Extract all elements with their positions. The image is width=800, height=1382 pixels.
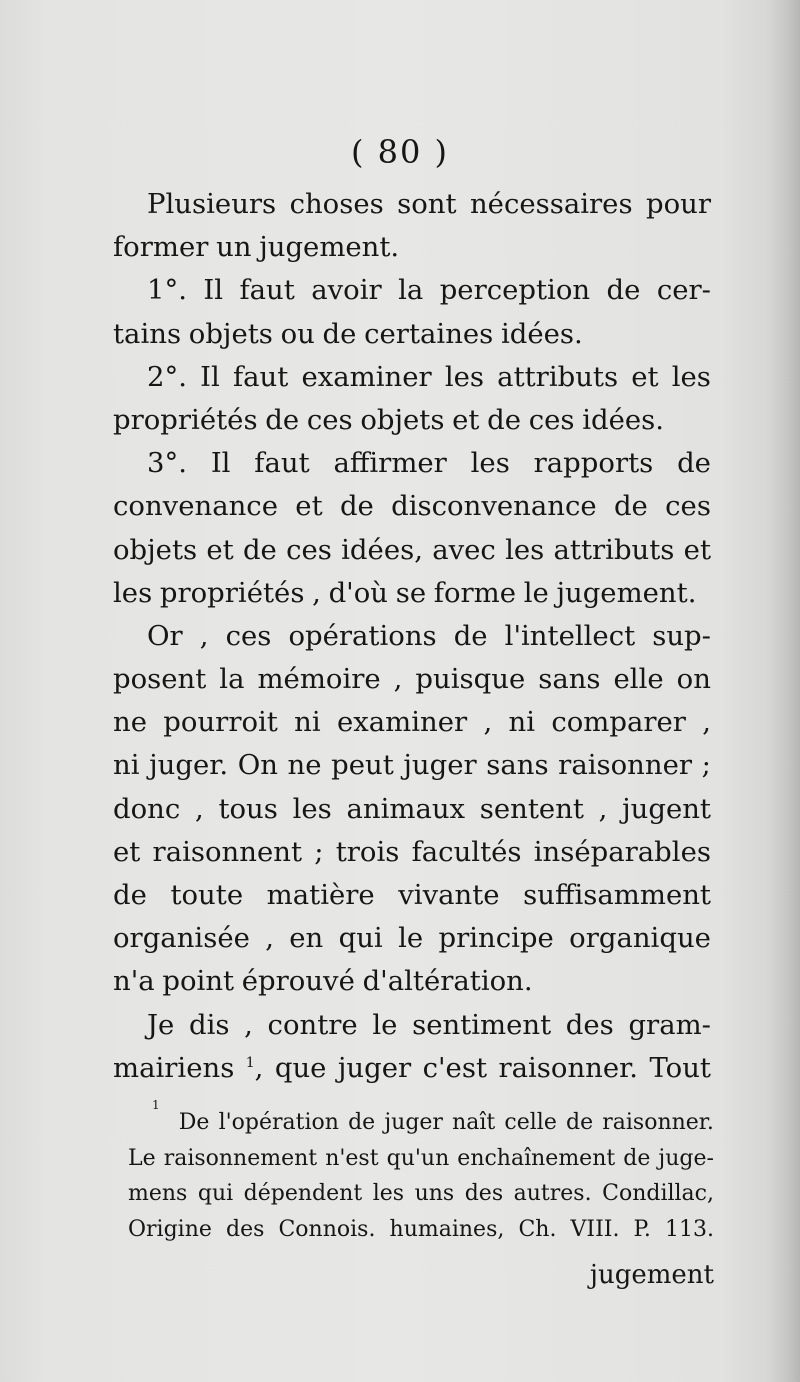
word: de	[242, 533, 277, 566]
word: de	[623, 1145, 651, 1171]
page-edge-shadow	[766, 0, 800, 1382]
word: mens	[128, 1181, 188, 1206]
word: c'est	[422, 1051, 487, 1084]
word: faut	[239, 274, 295, 307]
word: se	[395, 576, 427, 609]
word: le	[372, 1008, 398, 1041]
word: ,	[244, 1008, 253, 1041]
word: disconvenance	[391, 490, 597, 523]
word: propriétés	[159, 576, 305, 609]
word: objets	[188, 317, 273, 350]
word: juge-	[658, 1145, 714, 1171]
word: convenance	[113, 490, 278, 523]
word: attributs	[553, 533, 675, 566]
word: rapports	[533, 447, 654, 480]
word: la	[398, 274, 424, 307]
word: posent	[113, 663, 207, 696]
word: P.	[633, 1216, 651, 1242]
word: de	[565, 1110, 594, 1135]
text-line	[113, 442, 711, 485]
word: avec	[432, 533, 496, 566]
word: ,	[194, 792, 204, 825]
word: juger	[384, 1110, 443, 1135]
text-line	[113, 226, 711, 269]
word: idées.	[500, 317, 583, 350]
word: sup-	[652, 619, 711, 652]
word: et	[683, 533, 711, 566]
word: autres.	[513, 1181, 592, 1206]
word: de	[453, 619, 488, 652]
word: faut	[254, 447, 310, 480]
word: affirmer	[333, 447, 447, 480]
word: et	[452, 403, 480, 436]
word: organisée	[113, 922, 250, 955]
word: en	[289, 922, 324, 955]
word: donc	[113, 792, 181, 825]
word: juger	[403, 749, 477, 782]
word: le	[398, 922, 424, 955]
word: d'où	[328, 576, 389, 609]
word: idées,	[341, 533, 423, 566]
word: puisque	[415, 663, 526, 696]
word: sans	[486, 749, 549, 782]
word: suffisamment	[523, 879, 711, 911]
word: choses	[289, 188, 384, 220]
text-line	[113, 183, 711, 226]
word: les	[292, 792, 332, 825]
word: pour	[645, 188, 711, 220]
word: animaux	[346, 792, 466, 825]
word: celle	[504, 1110, 557, 1135]
word: les	[505, 533, 545, 566]
text-line	[113, 615, 711, 658]
text-line	[113, 269, 711, 312]
word: de	[113, 879, 147, 911]
word: ;	[314, 835, 324, 868]
word: certaines	[364, 317, 494, 350]
word: de	[487, 403, 522, 436]
word: toute	[170, 879, 244, 911]
word: les	[671, 360, 711, 393]
word: comparer	[551, 706, 686, 739]
word: Ch.	[518, 1216, 557, 1242]
text-line	[113, 874, 711, 917]
word: propriétés	[113, 403, 258, 436]
word: forme	[433, 576, 517, 609]
word: De	[178, 1110, 210, 1135]
text-line	[113, 313, 711, 356]
text-line	[113, 356, 711, 399]
word: de	[265, 403, 300, 436]
word: perception	[439, 274, 591, 307]
word: ,	[393, 663, 403, 696]
word: peut	[331, 749, 394, 782]
text-line	[113, 831, 711, 874]
word: ,	[312, 576, 321, 609]
word: les	[470, 447, 510, 480]
word: sans	[538, 663, 601, 696]
word: d'altération.	[362, 965, 533, 998]
word: et	[113, 835, 141, 868]
word: de	[322, 317, 357, 350]
word: ne	[113, 706, 147, 739]
word: objets	[360, 403, 445, 436]
word: raisonner.	[498, 1051, 639, 1084]
text-line	[113, 1004, 711, 1047]
word: de	[339, 490, 374, 523]
footnote-line	[128, 1098, 714, 1141]
text-line	[113, 529, 711, 572]
word: uns	[414, 1181, 455, 1206]
word: ces	[286, 533, 332, 566]
text-line	[113, 572, 711, 615]
word: ces	[225, 619, 272, 652]
word: 3°.	[147, 447, 187, 480]
text-line	[113, 917, 711, 960]
word: facultés	[411, 835, 522, 868]
word: ni	[294, 706, 321, 739]
word: ,	[199, 619, 209, 652]
word: que	[274, 1051, 327, 1084]
word: l'intellect	[504, 619, 636, 652]
word: ces	[306, 403, 353, 436]
catchword: jugement	[589, 1260, 714, 1290]
word: elle	[613, 663, 664, 696]
word: objets	[113, 533, 198, 566]
word: cer-	[656, 274, 711, 307]
word: juger	[337, 1051, 412, 1084]
word: enchaînement	[457, 1145, 616, 1171]
word: Le	[128, 1145, 156, 1171]
word: Tout	[649, 1051, 711, 1084]
text-line	[113, 960, 711, 1003]
word: tains	[113, 317, 182, 350]
word: ni	[113, 749, 140, 782]
page-number: ( 80 )	[350, 133, 450, 171]
word: jugement.	[259, 231, 400, 264]
word: pourroit	[163, 706, 278, 739]
word: éprouvé	[241, 965, 355, 998]
word: Or	[147, 619, 183, 652]
word: qui	[197, 1181, 234, 1206]
text-line	[113, 744, 711, 787]
word: un	[216, 231, 252, 264]
word: de	[613, 490, 648, 523]
word: ni	[508, 706, 536, 739]
word: tous	[218, 792, 278, 825]
word: ,	[483, 706, 493, 739]
word: On	[237, 749, 278, 782]
word: 1°.	[147, 274, 187, 307]
word: de	[606, 274, 641, 307]
word: point	[162, 965, 235, 998]
word: ,	[265, 922, 274, 955]
word: ou	[280, 317, 315, 350]
footnote	[128, 1098, 714, 1247]
text-line	[113, 485, 711, 528]
footnote-marker: 1	[152, 1098, 160, 1112]
word: raisonnement	[163, 1145, 318, 1171]
word: Plusieurs	[147, 188, 277, 220]
word: ,	[702, 706, 711, 739]
word: naît	[452, 1110, 496, 1135]
word: VIII.	[570, 1216, 620, 1242]
word: qui	[338, 922, 383, 955]
word: on	[676, 663, 711, 696]
word: trois	[335, 835, 400, 868]
word: 113.	[664, 1216, 714, 1242]
text-line	[113, 788, 711, 831]
word: et	[295, 490, 323, 523]
word: Je	[147, 1008, 175, 1041]
word: mairiens	[113, 1051, 235, 1084]
word: Il	[203, 274, 224, 307]
word: former	[113, 231, 209, 264]
word: inséparables	[533, 835, 711, 868]
word: attributs	[497, 360, 619, 393]
word: n'est	[325, 1145, 379, 1171]
word: sentent	[479, 792, 584, 825]
word: raisonner	[558, 749, 693, 782]
word: raisonner.	[602, 1110, 714, 1135]
word: n'a	[113, 965, 155, 998]
word: de	[677, 447, 711, 480]
word: sont	[397, 188, 457, 220]
word: des	[565, 1008, 614, 1041]
word: Connois.	[278, 1216, 376, 1242]
word: de	[348, 1110, 376, 1135]
footnote-line	[128, 1141, 714, 1177]
word: et	[631, 360, 659, 393]
word: des	[225, 1216, 265, 1242]
word: jugent	[622, 792, 711, 825]
body-text	[113, 183, 711, 1090]
word: vivante	[398, 879, 500, 911]
word: idées.	[582, 403, 665, 436]
word: ;	[701, 749, 711, 782]
word: juger.	[149, 749, 229, 782]
word: ,	[598, 792, 608, 825]
word: jugement.	[556, 576, 697, 609]
word: et	[206, 533, 234, 566]
word: les	[372, 1181, 405, 1206]
footnote-line	[128, 1176, 714, 1212]
word: organique	[569, 922, 711, 955]
word: principe	[438, 922, 554, 955]
word: qu'un	[386, 1145, 450, 1171]
word: humaines,	[389, 1216, 505, 1242]
word: ne	[287, 749, 322, 782]
word: ces	[665, 490, 711, 523]
word: Il	[200, 360, 220, 393]
word: dépendent	[243, 1181, 363, 1206]
word: l'opération	[218, 1110, 339, 1135]
word: Origine	[128, 1216, 212, 1242]
word: des	[464, 1181, 504, 1206]
text-line	[113, 701, 711, 744]
word: matière	[266, 879, 375, 911]
word: les	[113, 576, 153, 609]
text-line	[113, 1047, 711, 1090]
word: mémoire	[257, 663, 381, 696]
word: $^1$,	[245, 1051, 264, 1084]
word: opérations	[288, 619, 437, 652]
word: raisonnent	[152, 835, 303, 868]
text-line	[113, 399, 711, 442]
word: Condillac,	[602, 1181, 714, 1206]
word: les	[444, 360, 485, 393]
word: contre	[267, 1008, 358, 1041]
word: gram-	[628, 1008, 711, 1041]
word: la	[219, 663, 245, 696]
word: Il	[210, 447, 231, 480]
word: le	[523, 576, 549, 609]
word: nécessaires	[469, 188, 633, 220]
word: sentiment	[412, 1008, 552, 1041]
word: examiner	[336, 706, 468, 739]
word: dis	[188, 1008, 230, 1041]
word: avoir	[311, 274, 382, 307]
text-line	[113, 658, 711, 701]
word: ces	[528, 403, 575, 436]
word: 2°.	[147, 360, 187, 393]
word: examiner	[301, 360, 432, 393]
word: faut	[232, 360, 289, 393]
footnote-line	[128, 1212, 714, 1248]
